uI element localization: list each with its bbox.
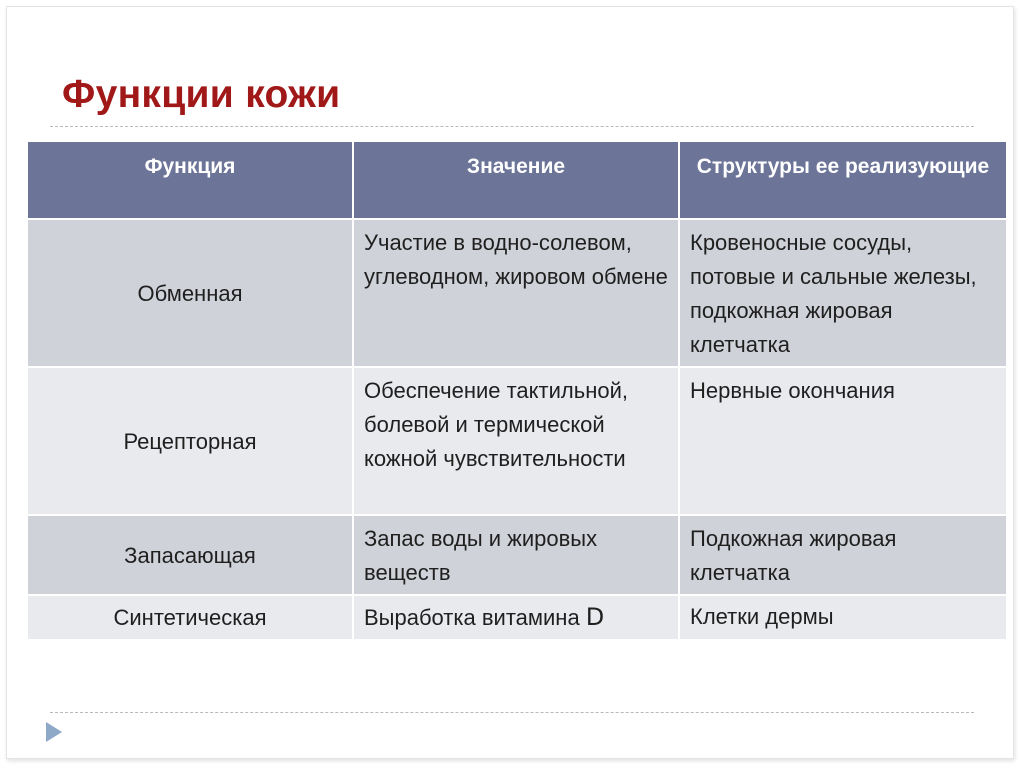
skin-functions-table (26, 140, 1008, 641)
meaning-cell (353, 595, 679, 640)
header-row (27, 141, 1007, 219)
meaning-cell: Участие в водно-солевом, углеводном, жировом обмене (353, 219, 679, 367)
structures-cell: Подкожная жировая клетчатка (679, 515, 1007, 595)
function-cell: Рецепторная (27, 367, 353, 515)
slide-title: Функции кожи (62, 73, 341, 116)
meaning-text: Выработка витамина (364, 605, 586, 630)
function-cell: Синтетическая (27, 595, 353, 640)
table-row (27, 515, 1007, 595)
vitamin-letter: D (585, 603, 605, 631)
table-row (27, 595, 1007, 640)
meaning-cell: Обеспечение тактильной, болевой и термической кожной чувствительности (353, 367, 679, 515)
header-structures: Структуры ее реализующие (679, 141, 1007, 219)
triangle-right-icon (46, 722, 62, 742)
header-function: Функция (27, 141, 353, 219)
function-cell: Запасающая (27, 515, 353, 595)
header-meaning: Значение (353, 141, 679, 219)
structures-cell: Кровеносные сосуды, потовые и сальные железы, подкожная жировая клетчатка (679, 219, 1007, 367)
meaning-cell: Запас воды и жировых веществ (353, 515, 679, 595)
table-header (27, 141, 1007, 219)
footer-divider (50, 712, 974, 713)
title-divider (50, 126, 974, 127)
structures-cell: Нервные окончания (679, 367, 1007, 515)
structures-cell: Клетки дермы (679, 595, 1007, 640)
function-cell: Обменная (27, 219, 353, 367)
table-body (27, 219, 1007, 640)
table-row (27, 219, 1007, 367)
table-row (27, 367, 1007, 515)
